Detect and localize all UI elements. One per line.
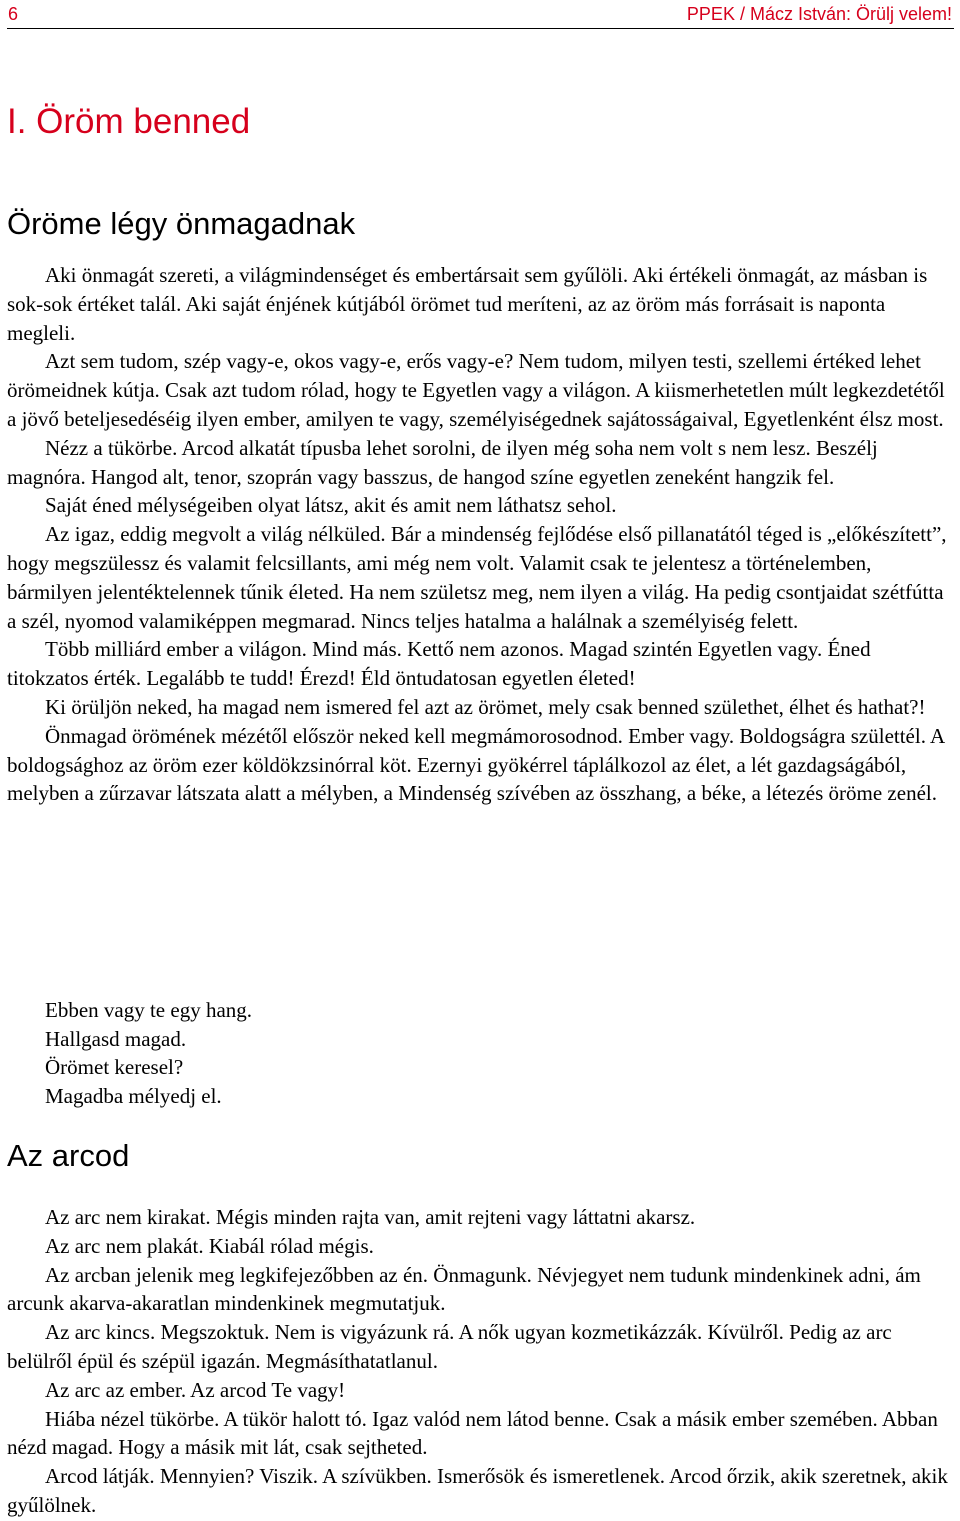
paragraph: Az arc kincs. Megszoktuk. Nem is vigyázunk rá. A nők ugyan kozmetikázzák. Kívülről. Pedig az arc belülről épül és szépül igazán. Megmásíthatatlanul. bbox=[7, 1320, 892, 1373]
page-number: 6 bbox=[8, 4, 19, 24]
paragraph: Több milliárd ember a világon. Mind más. Kettő nem azonos. Magad szintén Egyetlen vagy. Éned titokzatos érték. Legalább te tudd! Érezd! Éld öntudatosan egyetlen életed! bbox=[7, 637, 871, 691]
paragraph: Az arc az ember. Az arcod Te vagy! bbox=[45, 1377, 346, 1402]
paragraph: Önmagad örömének mézétől először neked kell megmámorosodnod. Ember vagy. Boldogságra születtél. A boldogsághoz az öröm ezer köldökzsinórral köt. Ezernyi gyökérrel táplálkozol az élet, a lét gazdagságából, melyben a zűrzavar látszata alatt a mélyben, a Mindenség szívében az összhang, a béke, a létezés öröme zenél. bbox=[7, 723, 945, 806]
poem bbox=[45, 996, 252, 1110]
poem-line: Magadba mélyedj el. bbox=[45, 1083, 222, 1108]
poem-line: Ebben vagy te egy hang. bbox=[45, 998, 253, 1022]
section-title-oreme: Öröme légy önmagadnak bbox=[7, 206, 356, 241]
section-body-arcod bbox=[7, 1203, 954, 1520]
section-title-arcod: Az arcod bbox=[7, 1138, 130, 1173]
paragraph: Hiába nézel tükörbe. A tükör halott tó. Igaz valód nem látod benne. Csak a másik ember szemében. Abban nézd magad. Hogy a másik mit lát, csak sejtheted. bbox=[7, 1406, 938, 1460]
section-body-oreme bbox=[7, 261, 954, 808]
running-title: PPEK / Mácz István: Örülj velem! bbox=[686, 4, 952, 24]
paragraph: Azt sem tudom, szép vagy-e, okos vagy-e, erős vagy-e? Nem tudom, milyen testi, szellemi értéked lehet örömeidnek kútja. Csak azt tudom rólad, hogy te Egyetlen vagy a világon. A kiismerhetetlen múlt legkezdetétől a jövő beteljesedéséig ilyen ember, amilyen te vagy, személyiségednek sajátosságaival, Egyetlenként élsz most. bbox=[7, 349, 945, 431]
paragraph: Az igaz, eddig megvolt a világ nélküled. Bár a mindenség fejlődése első pillanatától téged is „előkészített”, hogy megszülessz és valamit felcsillants, ami még nem volt. Valamit csak te jelentesz a történelemben, bármilyen jelentéktelennek tűnik életed. Ha nem születsz meg, nem ilyen a világ. Ha pedig csontjaidat szétfútta a szél, nyomod valamiképpen megmarad. Nincs teljes hatalma a halálnak a személyiség felett. bbox=[7, 522, 947, 633]
paragraph: Az arc nem kirakat. Mégis minden rajta van, amit rejteni vagy láttatni akarsz. bbox=[45, 1205, 696, 1229]
paragraph: Az arcban jelenik meg legkifejezőbben az én. Önmagunk. Névjegyet nem tudunk mindenkinek adni, ám arcunk akarva-akaratlan mindenkinek megmutatjuk. bbox=[7, 1262, 921, 1316]
paragraph: Az arc nem plakát. Kiabál rólad mégis. bbox=[45, 1233, 374, 1258]
paragraph: Aki önmagát szereti, a világmindenséget és embertársait sem gyűlöli. Aki értékeli önmagát, az másban is sok-sok értéket talál. Aki saját énjének kútjából örömet tud meríteni, az az öröm más forrásait is naponta megleli. bbox=[7, 263, 928, 345]
poem-line: Hallgasd magad. bbox=[45, 1026, 187, 1051]
chapter-title: I. Öröm benned bbox=[7, 102, 251, 141]
paragraph: Nézz a tükörbe. Arcod alkatát típusba lehet sorolni, de ilyen még soha nem volt s nem lesz. Beszélj magnóra. Hangod alt, tenor, szoprán vagy basszus, de hangod színe egyetlen zeneként hangzik fel. bbox=[7, 435, 878, 489]
running-header bbox=[7, 4, 954, 29]
paragraph: Arcod látják. Mennyien? Viszik. A szívükben. Ismerősök és ismeretlenek. Arcod őrzik, akik szeretnek, akik gyűlölnek. bbox=[7, 1464, 948, 1517]
poem-line: Örömet keresel? bbox=[45, 1055, 184, 1080]
paragraph: Saját éned mélységeiben olyat látsz, akit és amit nem láthatsz sehol. bbox=[45, 493, 617, 518]
paragraph: Ki örüljön neked, ha magad nem ismered fel azt az örömet, mely csak benned születhet, élhet és hathat?! bbox=[45, 694, 926, 719]
